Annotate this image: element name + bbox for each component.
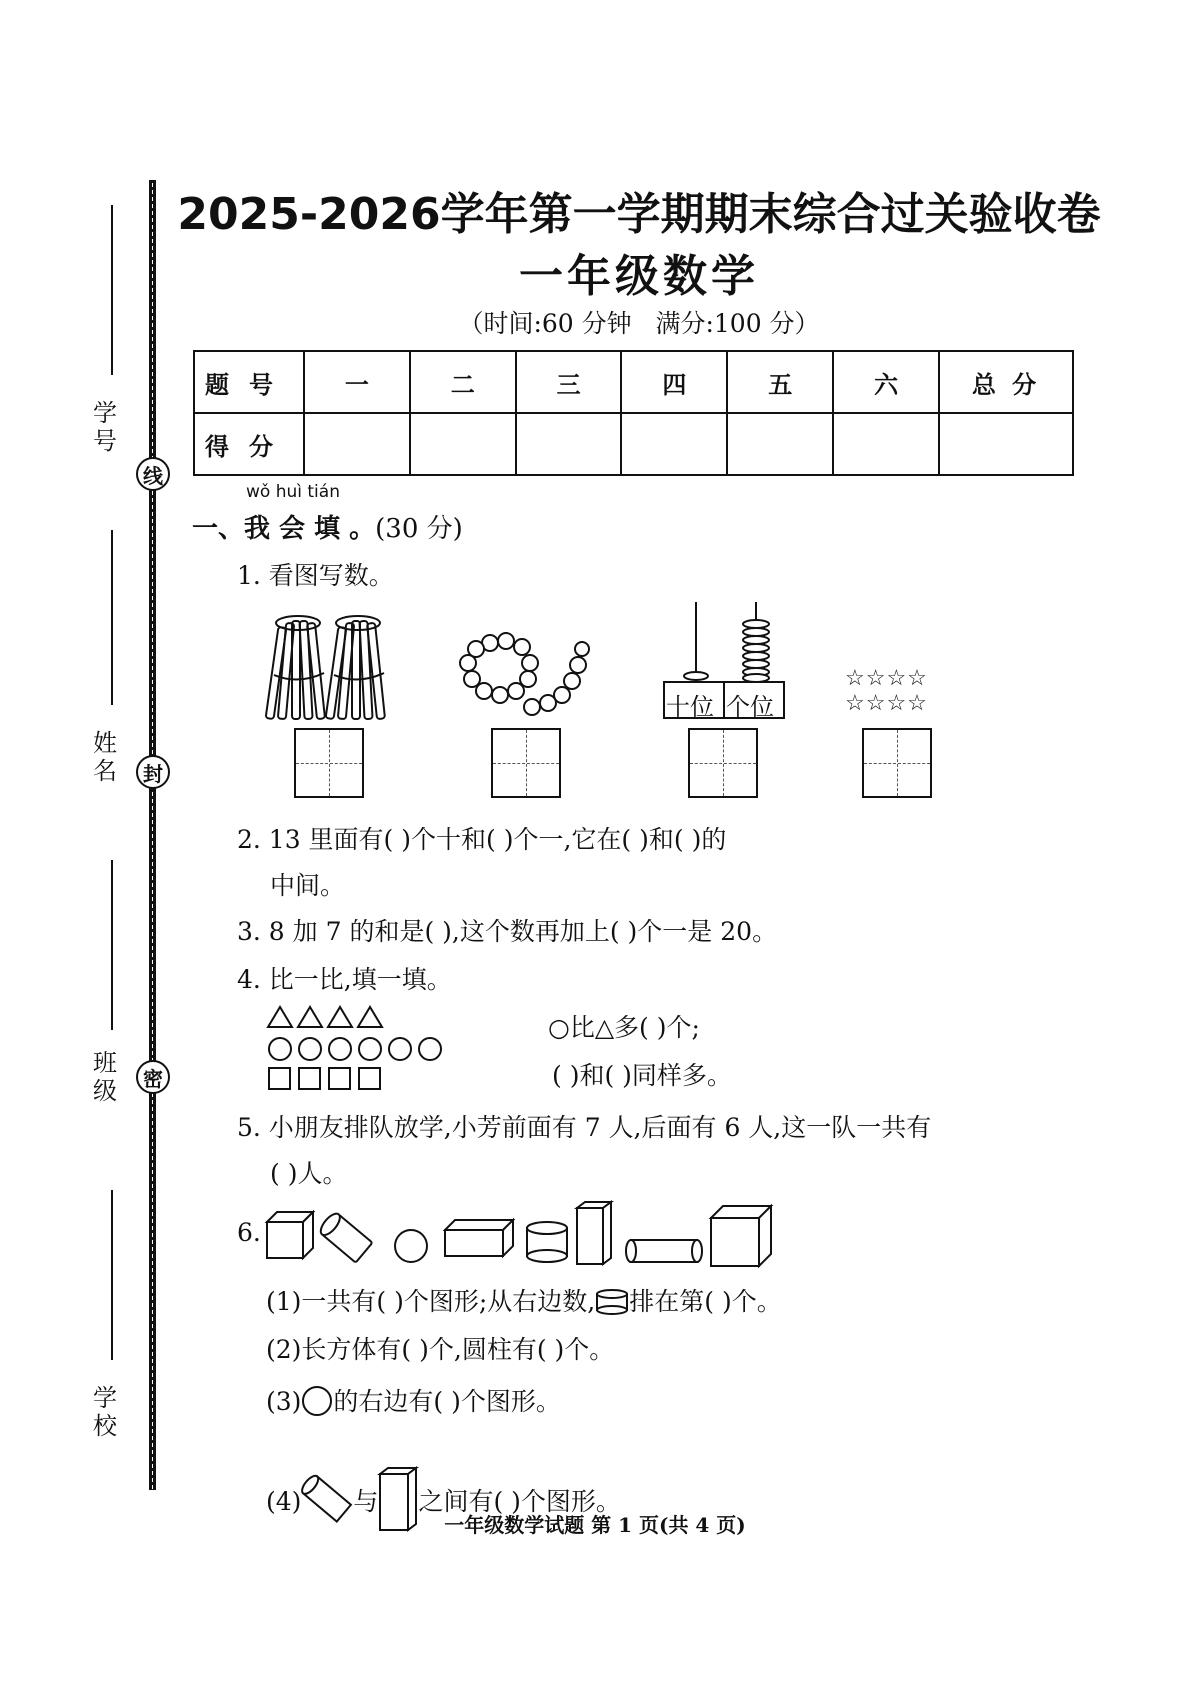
shapes-compare-icon: [265, 1005, 465, 1091]
q4-line2: ( )和( )同样多。: [552, 1061, 732, 1090]
col-6: 六: [833, 351, 939, 413]
score-table: [193, 350, 1074, 476]
q5-line2: ( )人。: [270, 1159, 348, 1188]
table-row: [194, 351, 1073, 413]
exam-title: 2025-2026学年第一学期期末综合过关验收卷: [177, 189, 1101, 240]
score-cell[interactable]: [621, 413, 727, 475]
seal-feng: 封: [136, 755, 170, 789]
answer-box[interactable]: [688, 728, 758, 798]
abacus-ones-label: 个位: [726, 693, 774, 721]
q4-title: 4. 比一比,填一填。: [237, 965, 452, 994]
stick-bundles-icon: [265, 615, 395, 725]
col-1: 一: [304, 351, 410, 413]
name-line: [111, 530, 113, 705]
class-line: [111, 860, 113, 1030]
student-id-line: [111, 205, 113, 375]
answer-box[interactable]: [294, 728, 364, 798]
q6-part4: (4) 与 之间有( )个图形。: [266, 1444, 621, 1518]
answer-box[interactable]: [862, 728, 932, 798]
student-id-label: 学 号: [93, 399, 117, 455]
q6-part1: (1)一共有( )个图形;从右边数, 排在第( )个。: [266, 1287, 782, 1316]
exam-meta: （时间:60 分钟 满分:100 分）: [458, 309, 820, 338]
abacus-tens-label: 十位: [666, 693, 714, 721]
row-header-question: 题号: [194, 351, 304, 413]
q6-part3: (3) 的右边有( )个图形。: [266, 1387, 561, 1416]
q1-text: 1. 看图写数。: [237, 561, 394, 590]
solids-row-icon: [265, 1200, 805, 1270]
table-row: [194, 413, 1073, 475]
beads-icon: [450, 633, 600, 723]
col-total: 总 分: [939, 351, 1073, 413]
q2-line2: 中间。: [270, 871, 346, 900]
q6-part2: (2)长方体有( )个,圆柱有( )个。: [266, 1335, 615, 1364]
score-cell[interactable]: [939, 413, 1073, 475]
row-header-score: 得分: [194, 413, 304, 475]
section-title: 一、我 会 填 。(30 分): [192, 514, 463, 544]
col-4: 四: [621, 351, 727, 413]
q5-line1: 5. 小朋友排队放学,小芳前面有 7 人,后面有 6 人,这一队一共有: [237, 1113, 932, 1142]
class-label: 班 级: [93, 1049, 117, 1105]
q3-text: 3. 8 加 7 的和是( ),这个数再加上( )个一是 20。: [237, 917, 778, 946]
score-cell[interactable]: [304, 413, 410, 475]
q4-line1: ○比△多( )个;: [548, 1013, 700, 1042]
col-3: 三: [516, 351, 622, 413]
score-cell[interactable]: [833, 413, 939, 475]
school-label: 学 校: [93, 1384, 117, 1440]
score-cell[interactable]: [410, 413, 516, 475]
sphere-icon: [301, 1385, 333, 1417]
col-5: 五: [727, 351, 833, 413]
school-line: [111, 1190, 113, 1360]
exam-subtitle: 一年级数学: [519, 251, 759, 302]
binding-line: [149, 180, 156, 1490]
stars-icon: ☆☆☆☆ ☆☆☆☆: [845, 666, 928, 716]
page-footer: 一年级数学试题 第 1 页(共 4 页): [444, 1513, 746, 1537]
q6-number: 6.: [237, 1218, 261, 1247]
score-cell[interactable]: [516, 413, 622, 475]
seal-mi: 密: [136, 1060, 170, 1094]
name-label: 姓 名: [93, 729, 117, 785]
answer-box[interactable]: [491, 728, 561, 798]
col-2: 二: [410, 351, 516, 413]
score-cell[interactable]: [727, 413, 833, 475]
q2-line1: 2. 13 里面有( )个十和( )个一,它在( )和( )的: [237, 825, 727, 854]
short-cylinder-icon: [595, 1288, 629, 1316]
seal-xian: 线: [136, 457, 170, 491]
section-pinyin: wǒ huì tián: [246, 482, 340, 502]
